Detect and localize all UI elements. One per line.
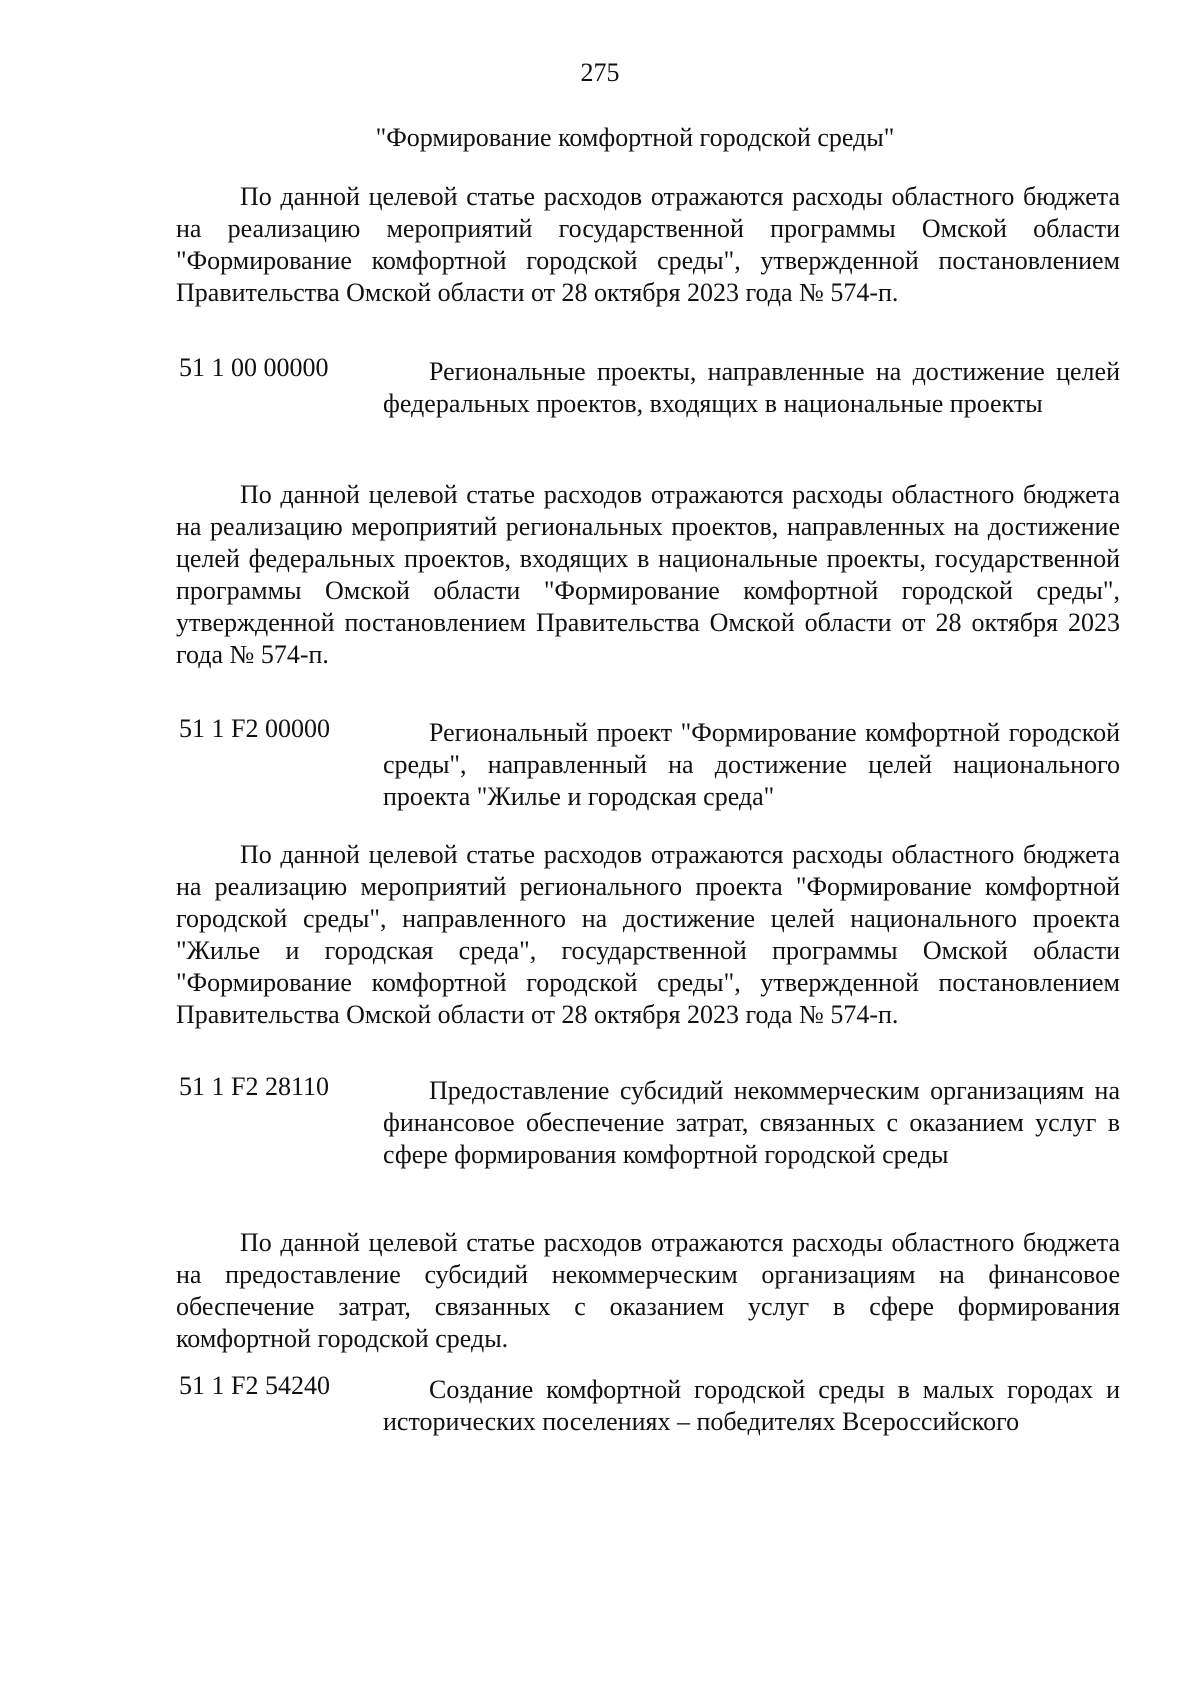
budget-item-title: Предоставление субсидий некоммерческим организациям на финансовое обеспечение затрат, связанных с оказанием услуг в сфере формирования комфортной городской среды	[383, 1076, 1120, 1169]
budget-item-title: Создание комфортной городской среды в малых городах и исторических поселениях – победителях Всероссийского	[383, 1375, 1120, 1436]
budget-item-description: По данной целевой статье расходов отражаются расходы областного бюджета на реализацию мероприятий региональных проектов, направленных на достижение целей федеральных проектов, входящих в национальные проекты, государственной программы Омской области "Формирование комфортной городской среды", утвержденной постановлением Правительства Омской области от 28 октября 2023 года № 574-п.	[176, 480, 1120, 669]
budget-item-description: По данной целевой статье расходов отражаются расходы областного бюджета на реализацию мероприятий регионального проекта "Формирование комфортной городской среды", направленного на достижение целей национального проекта "Жилье и городская среда", государственной программы Омской области "Формирование комфортной городской среды", утвержденной постановлением Правительства Омской области от 28 октября 2023 года № 574-п.	[176, 840, 1120, 1029]
budget-item-title: Региональные проекты, направленные на достижение целей федеральных проектов, входящих в национальные проекты	[383, 357, 1120, 418]
budget-code: 51 1 F2 00000	[179, 714, 330, 743]
section-heading: "Формирование комфортной городской среды"	[375, 123, 895, 152]
budget-code: 51 1 00 00000	[179, 353, 329, 382]
budget-item-description: По данной целевой статье расходов отражаются расходы областного бюджета на предоставление субсидий некоммерческим организациям на финансовое обеспечение затрат, связанных с оказанием услуг в сфере формирования комфортной городской среды.	[176, 1228, 1120, 1353]
budget-code: 51 1 F2 54240	[179, 1371, 330, 1400]
page-number: 275	[580, 58, 620, 87]
budget-code: 51 1 F2 28110	[179, 1072, 329, 1101]
intro-paragraph: По данной целевой статье расходов отражаются расходы областного бюджета на реализацию мероприятий государственной программы Омской области "Формирование комфортной городской среды", утвержденной постановлением Правительства Омской области от 28 октября 2023 года № 574-п.	[176, 182, 1120, 307]
budget-item-title: Региональный проект "Формирование комфортной городской среды", направленный на достижение целей национального проекта "Жилье и городская среда"	[383, 718, 1120, 811]
